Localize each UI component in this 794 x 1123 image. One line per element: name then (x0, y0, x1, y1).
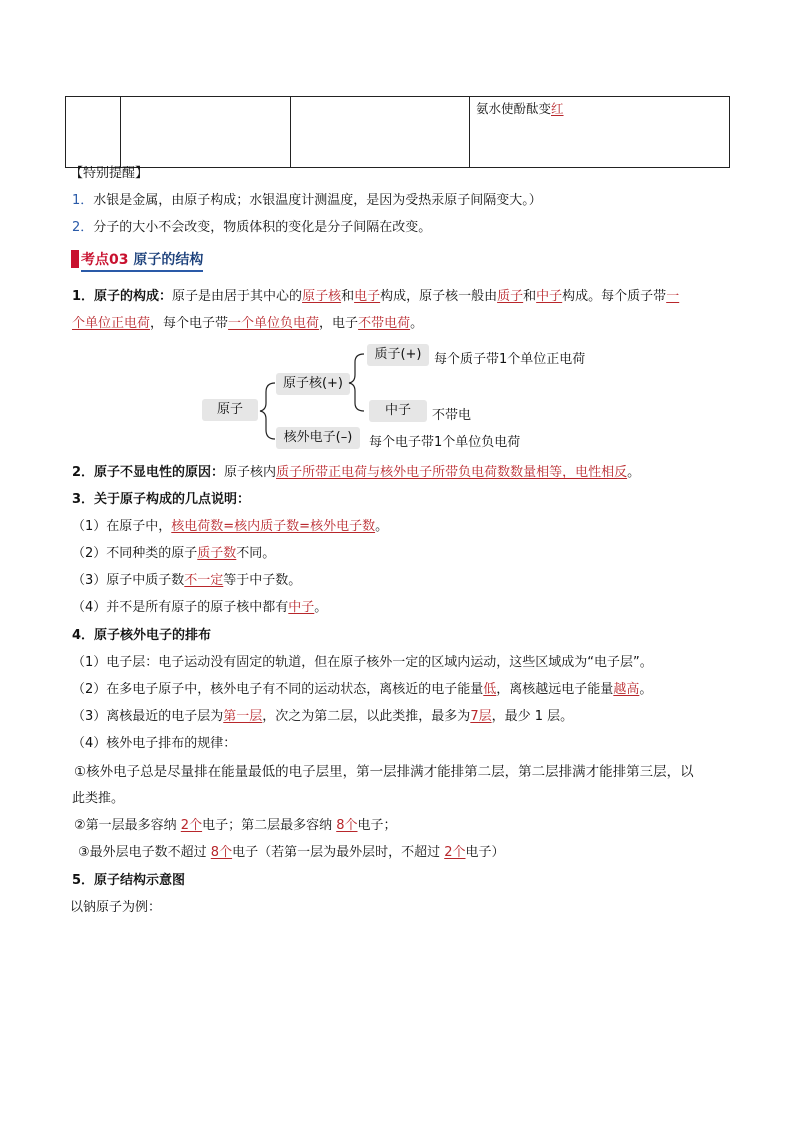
rule-1-line-2: 此类推。 (72, 791, 125, 806)
table-cell (121, 97, 291, 168)
electron-box: 核外电子(–) (276, 427, 360, 449)
paragraph-1-line-1: 1．原子的构成：原子是由居于其中心的原子核和电子构成，原子核一般由质子和中子构成。每个质子带一 (72, 289, 680, 304)
brace-lines (250, 340, 380, 460)
table-cell (291, 97, 470, 168)
tip-item-1: 1．水银是金属，由原子构成；水银温度计测温度，是因为受热汞原子间隔变大。） (72, 193, 542, 208)
electron-desc: 每个电子带1个单位负电荷 (369, 435, 521, 450)
paragraph-4-item-3: （3）离核最近的电子层为第一层，次之为第二层，以此类推，最多为7层，最少 1 层。 (72, 709, 574, 724)
tip-item-2: 2．分子的大小不会改变，物质体积的变化是分子间隔在改变。 (72, 220, 432, 235)
paragraph-4-item-4: （4）核外电子排布的规律： (72, 736, 237, 751)
neutron-box: 中子 (369, 400, 427, 422)
paragraph-3-heading: 3．关于原子构成的几点说明： (72, 492, 251, 507)
table-cell: 氨水使酚酞变红 (470, 97, 730, 168)
paragraph-4-item-2: （2）在多电子原子中，核外电子有不同的运动状态，离核近的电子能量低，离核越远电子能量越高。 (72, 682, 653, 697)
paragraph-4-item-1: （1）电子层：电子运动没有固定的轨道，但在原子核外一定的区域内运动，这些区域成为“电子层”。 (72, 655, 653, 670)
paragraph-3-item-3: （3）原子中质子数不一定等于中子数。 (72, 573, 302, 588)
proton-box: 质子(+) (367, 344, 429, 366)
paragraph-1-line-2: 个单位正电荷，每个电子带一个单位负电荷，电子不带电荷。 (72, 316, 424, 331)
atom-box: 原子 (202, 399, 258, 421)
paragraph-4-heading: 4．原子核外电子的排布 (72, 628, 212, 643)
rule-2: ②第一层最多容纳 2个电子；第二层最多容纳 8个电子； (74, 818, 397, 833)
paragraph-3-item-2: （2）不同种类的原子质子数不同。 (72, 546, 276, 561)
paragraph-3-item-4: （4）并不是所有原子的原子核中都有中子。 (72, 600, 328, 615)
tip-title: 【特别提醒】 (70, 166, 149, 181)
continued-table (65, 96, 730, 168)
rule-1-line-1: ①核外电子总是尽量排在能量最低的电子层里，第一层排满才能排第二层，第二层排满才能排第三层，以 (74, 764, 694, 780)
paragraph-2: 2．原子不显电性的原因：原子核内质子所带正电荷与核外电子所带负电荷数数量相等，电性相反。 (72, 465, 641, 480)
table-cell (66, 97, 121, 168)
paragraph-5-heading: 5．原子结构示意图 (72, 873, 186, 888)
paragraph-5-line: 以钠原子为例： (70, 900, 162, 915)
nucleus-box: 原子核(+) (276, 373, 350, 395)
section-marker (71, 250, 79, 268)
paragraph-3-item-1: （1）在原子中，核电荷数=核内质子数=核外电子数。 (72, 519, 389, 534)
neutron-desc: 不带电 (432, 408, 472, 423)
rule-3: ③最外层电子数不超过 8个电子（若第一层为最外层时，不超过 2个电子） (78, 845, 505, 860)
proton-desc: 每个质子带1个单位正电荷 (434, 352, 586, 367)
